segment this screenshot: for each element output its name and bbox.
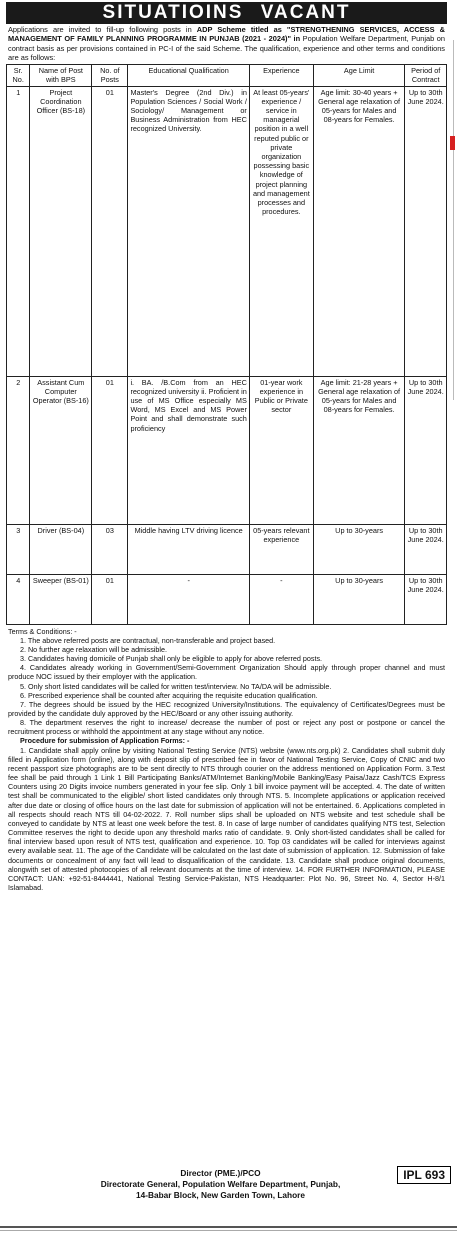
red-marker (450, 136, 455, 150)
intro-paragraph (8, 25, 445, 62)
margin-line (453, 40, 454, 400)
cell-age: Age limit: 30-40 years + General age relaxation of 05-years for Males and 08-years for Females. (313, 86, 405, 376)
terms-item: 4. Candidates already working in Government/Semi-Government Organization Should apply through proper channel and must produce NOC issued by their employer with the application. (8, 663, 445, 682)
table-row (7, 376, 447, 524)
cell-qualification: - (128, 574, 249, 624)
cell-posts: 03 (92, 524, 128, 574)
cell-experience: 05-years relevant experience (249, 524, 313, 574)
terms-item: 8. The department reserves the right to increase/ decrease the number of post or reject any post or postpone or cancel the recruitment process or withhold the appointment at any stage without any notice. (8, 718, 445, 737)
posts-table (6, 64, 447, 624)
terms-item: 2. No further age relaxation will be admissible. (20, 644, 168, 654)
header-experience: Experience (249, 65, 313, 86)
cell-posts: 01 (92, 86, 128, 376)
cell-qualification: Master's Degree (2nd Div.) in Population Sciences / Social Work / Sociology/ Management or Business Administration from HEC recognized University. (128, 86, 249, 376)
cell-posts: 01 (92, 376, 128, 524)
cell-post: Sweeper (BS-01) (30, 574, 92, 624)
bottom-rule (0, 1226, 457, 1228)
page-title: SITUATIOINS VACANT (6, 2, 447, 24)
table-row (7, 574, 447, 624)
cell-age: Up to 30-years (313, 574, 405, 624)
header-period: Period of Contract (405, 65, 447, 86)
footer-location: 14-Babar Block, New Garden Town, Lahore (135, 1190, 306, 1200)
cell-sr: 3 (7, 524, 30, 574)
cell-sr: 1 (7, 86, 30, 376)
cell-age: Up to 30-years (313, 524, 405, 574)
terms-item: 6. Prescribed experience shall be counted after acquiring the requisite education qualification. (20, 690, 318, 700)
cell-post: Assistant Cum Computer Operator (BS-16) (30, 376, 92, 524)
header-age: Age Limit (313, 65, 405, 86)
header-post: Name of Post with BPS (30, 65, 92, 86)
cell-experience: - (249, 574, 313, 624)
header-sr: Sr. No. (7, 65, 30, 86)
cell-sr: 4 (7, 574, 30, 624)
advertisement (6, 2, 447, 892)
terms-heading: Terms & Conditions: - (8, 626, 77, 636)
cell-sr: 2 (7, 376, 30, 524)
cell-posts: 01 (92, 574, 128, 624)
table-row (7, 524, 447, 574)
terms-item: 5. Only short listed candidates will be called for written test/interview. No TA/DA will be admissible. (20, 681, 332, 691)
header-qualification: Educational Qualification (128, 65, 249, 86)
cell-period: Up to 30th June 2024. (405, 524, 447, 574)
cell-period: Up to 30th June 2024. (405, 574, 447, 624)
terms-section (8, 627, 445, 893)
table-header-row (7, 65, 447, 86)
cell-experience: At least 05-years' experience / service in managerial position in a well reputed public or private organization possessing basic knowledge of project planning and management processes and procedures. (249, 86, 313, 376)
cell-qualification: i. BA. /B.Com from an HEC recognized university ii. Proficient in use of MS Office especially MS Word, MS Excel and MS Power Point and shall demonstrate such proficiency (128, 376, 249, 524)
cell-experience: 01-year work experience in Public or Private sector (249, 376, 313, 524)
bottom-rule-thin (0, 1230, 457, 1231)
cell-post: Driver (BS-04) (30, 524, 92, 574)
terms-item: 7. The degrees should be issued by the HEC recognized University/Institutions. The equivalency of Certificates/Degrees must be provided by the candidate duly approved by the HEC/Board or any other issuing authority. (8, 699, 445, 718)
header-posts: No. of Posts (92, 65, 128, 86)
table-row (7, 86, 447, 376)
cell-period: Up to 30th June 2024. (405, 86, 447, 376)
procedure-text: 1. Candidate shall apply online by visiting National Testing Service (NTS) website (www.nts.org.pk) 2. Candidates shall submit duly filled in Application form (online), along with deposit slip of prescribed fee in favor of National Testing Service, Copy of CNIC and two recent passport size photographs are to be sent directly to NTS through courier on the address mentioned on Application Form. 3.Test fee shall be paid through 1 Link 1 Bill Participating Banks/ATM/Internet Banking/Mobile Banking/Easy Paisa/Jazz Cash/TCS Express Counters using 20 Digits invoice numbers generated in your fee slip. Only 1 bill invoice payment will be accepted. 4. The date of written test shall be communicated to the eligible/ short listed candidates only through NTS. 5. Incomplete applications or application received after due date or closing of office hours on the last date for submission of application will not be entertained. 6. Applications completed in all respects should reach NTS till 04-02-2022. 7. Roll number slips shall be uploaded on NTS website and test schedule shall be conveyed to candidate by NTS at least one week before the test. 8. In case of large number of candidates qualifying NTS test, Selection Committee reserves the right to decide upon any threshold marks ratio of candidate. 9. Only short-listed candidates shall be called for final interview based upon result of NTS test, qualification and experience. 10. Top 03 candidates will be called for interviews against every available seat. 11. The age of the Candidate will be calculated on the last date of submission of application. 12. Submission of fake documents or concealment of any fact will lead to disqualification of the candidate. 13. Candidate shall produce original documents, alongwith set of attested photocopies of all relevant documents at the time of interview. 14. FOR FURTHER INFORMATION, PLEASE CONTACT: UAN: +92-51-8444441, National Testing Service-Pakistan, NTS Headquarter: Plot No. 96, Street No. 4, Sector H-8/1 Islamabad. (8, 745, 445, 892)
footer-department: Directorate General, Population Welfare Department, Punjab, (100, 1179, 341, 1189)
intro-text-1: Applications are invited to fill-up following posts in (8, 25, 197, 34)
terms-item: 1. The above referred posts are contractual, non-transferable and project based. (20, 635, 276, 645)
cell-period: Up to 30th June 2024. (405, 376, 447, 524)
cell-qualification: Middle having LTV driving licence (128, 524, 249, 574)
intro-text-2: Population Welfare Department, Punjab on contract basis as per provisions contained in PC-I of the said Scheme. The qualification, experience and other terms and conditions are as follows: (8, 34, 445, 62)
ipl-badge: IPL 693 (397, 1166, 451, 1184)
footer-address (0, 1168, 441, 1201)
footer-designation: Director (PME.)/PCO (180, 1168, 261, 1178)
terms-item: 3. Candidates having domicile of Punjab shall only be eligible to apply for above referred posts. (20, 654, 323, 664)
procedure-heading: Procedure for submission of Application Forms: - (20, 736, 190, 746)
cell-post: Project Coordination Officer (BS-18) (30, 86, 92, 376)
intro-scheme-title: ADP Scheme titled as "STRENGTHENING SERVICES, ACCESS & MANAGEMENT OF FAMILY PLANNING PROGRAMME IN PUNJAB (2021 - 2024)" in (8, 25, 445, 44)
cell-age: Age limit: 21-28 years + General age relaxation of 05-years for Males and 08-years for Females. (313, 376, 405, 524)
